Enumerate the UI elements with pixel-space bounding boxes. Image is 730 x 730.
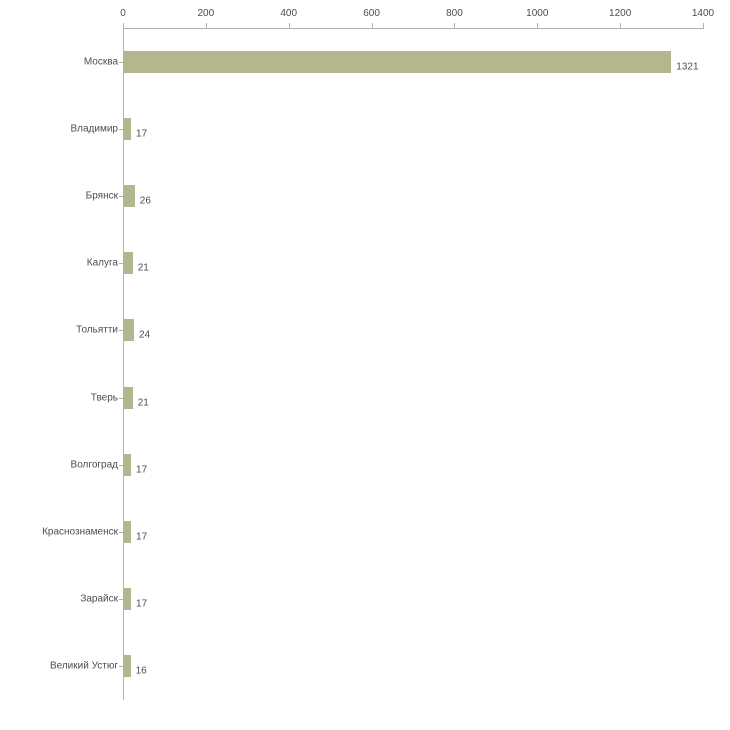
bar-value-label: 21	[137, 397, 149, 409]
bar	[124, 51, 671, 73]
y-tick-mark	[119, 330, 123, 331]
x-tick-label: 800	[446, 8, 463, 19]
y-axis-category-labels	[0, 0, 118, 730]
y-tick-mark	[119, 599, 123, 600]
y-category-label: Тольятти	[76, 324, 118, 336]
y-category-label: Калуга	[86, 257, 118, 269]
y-tick-mark	[119, 666, 123, 667]
bar-value-label: 17	[136, 531, 148, 543]
y-tick-mark	[119, 196, 123, 197]
x-tick-label: 1200	[609, 8, 632, 19]
x-tick-label: 1000	[526, 8, 549, 19]
y-category-label: Краснознаменск	[42, 526, 118, 538]
bar	[124, 252, 133, 274]
bar	[124, 521, 131, 543]
bar-value-label: 1321	[676, 61, 699, 73]
x-tick-label: 0	[120, 8, 126, 19]
bar	[124, 588, 131, 610]
plot-area	[123, 28, 703, 700]
bar-value-label: 21	[137, 262, 149, 274]
y-category-label: Зарайск	[80, 593, 118, 605]
bar-value-label: 16	[135, 665, 147, 677]
y-category-label: Брянск	[85, 190, 118, 202]
y-tick-mark	[119, 532, 123, 533]
y-tick-mark	[119, 398, 123, 399]
bar	[124, 387, 133, 409]
y-tick-mark	[119, 263, 123, 264]
y-category-label: Владимир	[70, 123, 118, 135]
bar-value-label: 24	[138, 329, 151, 341]
bar	[124, 319, 134, 341]
bar	[124, 185, 135, 207]
x-tick-label: 400	[280, 8, 298, 19]
x-tick-label: 1400	[691, 8, 715, 19]
y-category-label: Тверь	[90, 392, 118, 404]
bar-value-label: 17	[136, 598, 148, 610]
y-tick-mark	[119, 62, 123, 63]
y-category-label: Москва	[83, 56, 118, 68]
y-category-label: Волгоград	[70, 459, 118, 471]
bar-value-label: 26	[139, 195, 151, 207]
y-category-label: Великий Устюг	[49, 660, 118, 672]
bar	[124, 118, 131, 140]
x-tick-label: 200	[197, 8, 215, 19]
bar-value-label: 17	[136, 464, 148, 476]
bar-value-label: 17	[136, 128, 148, 140]
x-tick-mark	[703, 23, 704, 28]
x-tick-label: 600	[363, 8, 380, 19]
y-tick-mark	[119, 465, 123, 466]
y-tick-mark	[119, 129, 123, 130]
bar	[124, 655, 131, 677]
bar	[124, 454, 131, 476]
